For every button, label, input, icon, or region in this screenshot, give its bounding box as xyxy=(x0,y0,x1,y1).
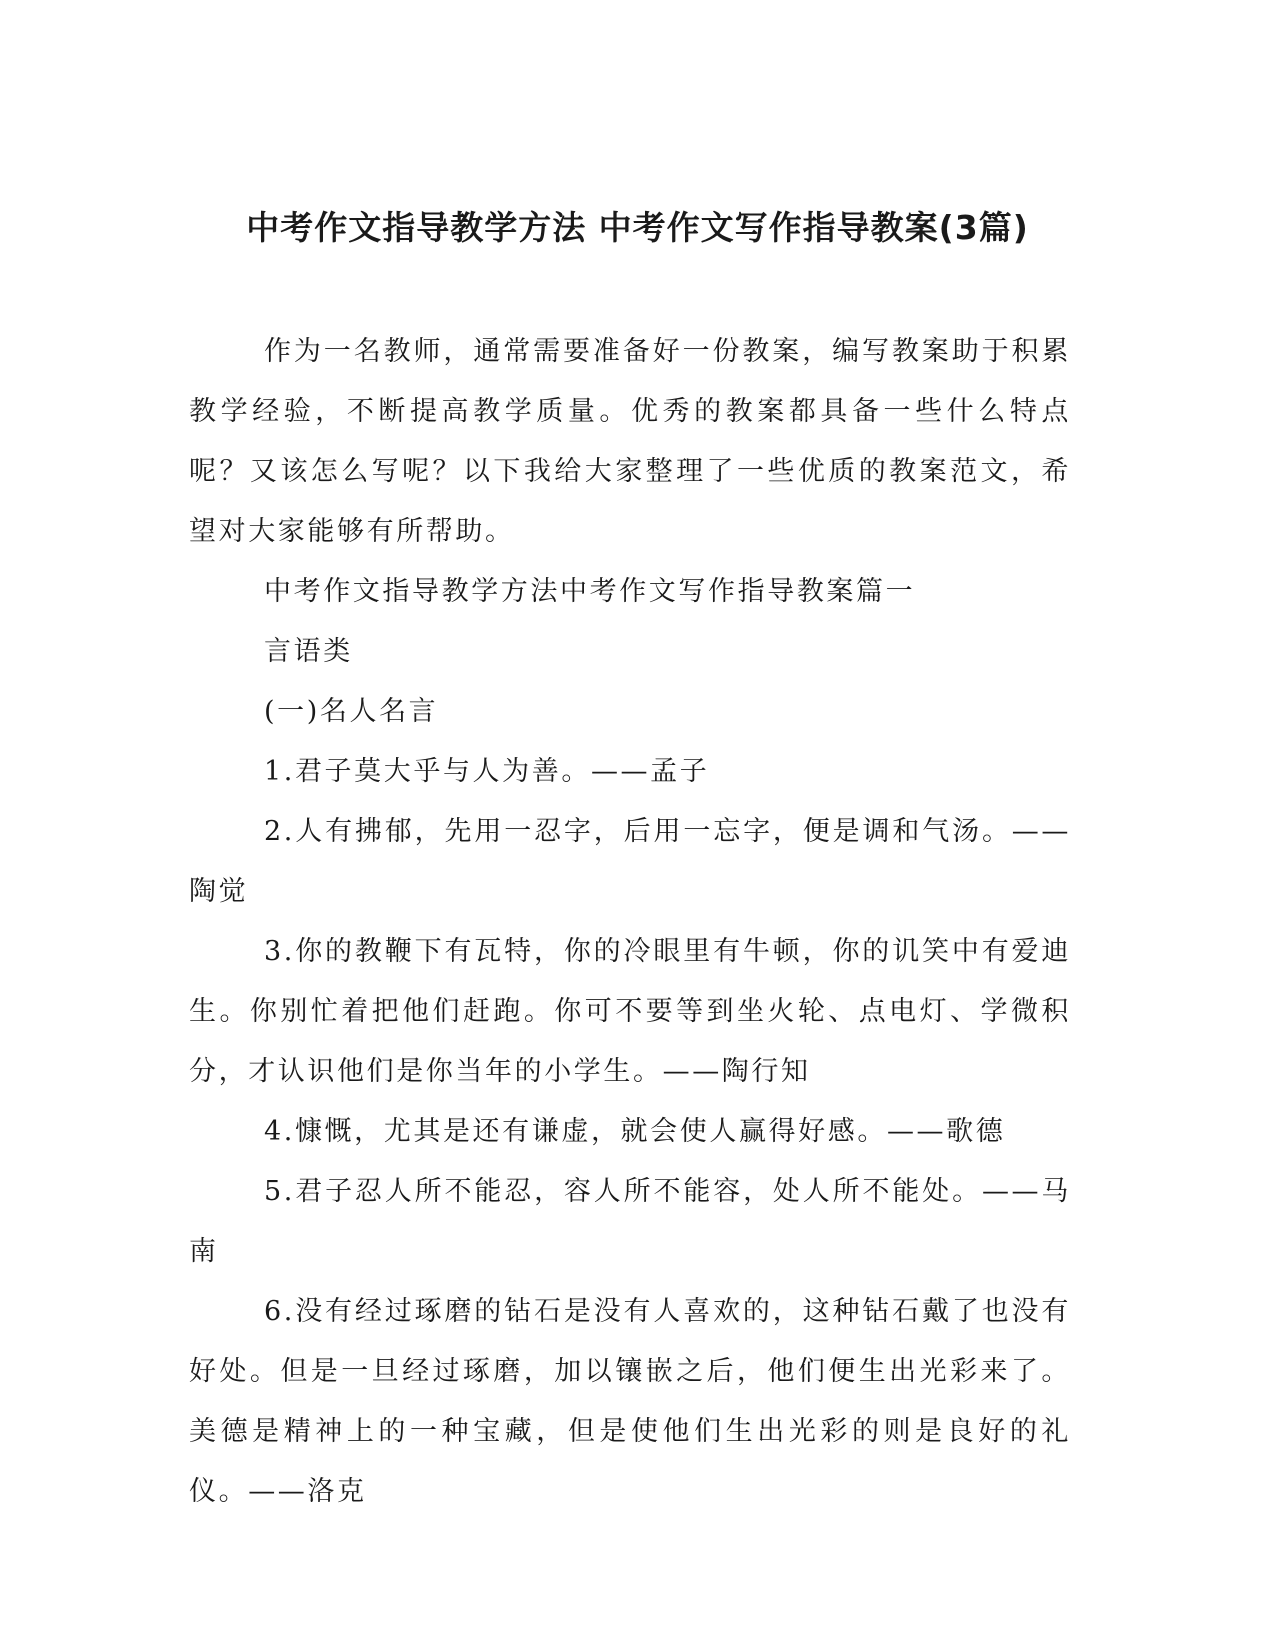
quote-item: 2.人有拂郁，先用一忍字，后用一忘字，便是调和气汤。——陶觉 xyxy=(189,816,1071,907)
quote-item: 4.慷慨，尤其是还有谦虚，就会使人赢得好感。——歌德 xyxy=(264,1116,1006,1147)
document-body xyxy=(189,322,1071,1522)
section-heading: 中考作文指导教学方法中考作文写作指导教案篇一 xyxy=(264,576,916,607)
quote-item: 1.君子莫大乎与人为善。——孟子 xyxy=(264,756,710,787)
category-heading: 言语类 xyxy=(264,636,353,667)
quote-item: 5.君子忍人所不能忍，容人所不能容，处人所不能处。——马南 xyxy=(189,1176,1071,1267)
document-title: 中考作文指导教学方法 中考作文写作指导教案(3篇) xyxy=(246,208,1029,247)
subcategory-heading: (一)名人名言 xyxy=(264,696,439,727)
quote-item: 6.没有经过琢磨的钻石是没有人喜欢的，这种钻石戴了也没有好处。但是一旦经过琢磨，加以镶嵌之后，他们便生出光彩来了。美德是精神上的一种宝藏，但是使他们生出光彩的则是良好的礼仪。——洛克 xyxy=(189,1296,1071,1507)
intro-paragraph: 作为一名教师，通常需要准备好一份教案，编写教案助于积累教学经验，不断提高教学质量。优秀的教案都具备一些什么特点呢？又该怎么写呢？以下我给大家整理了一些优质的教案范文，希望对大家能够有所帮助。 xyxy=(189,336,1071,547)
quote-item: 3.你的教鞭下有瓦特，你的冷眼里有牛顿，你的讥笑中有爱迪生。你别忙着把他们赶跑。你可不要等到坐火轮、点电灯、学微积分，才认识他们是你当年的小学生。——陶行知 xyxy=(189,936,1071,1087)
